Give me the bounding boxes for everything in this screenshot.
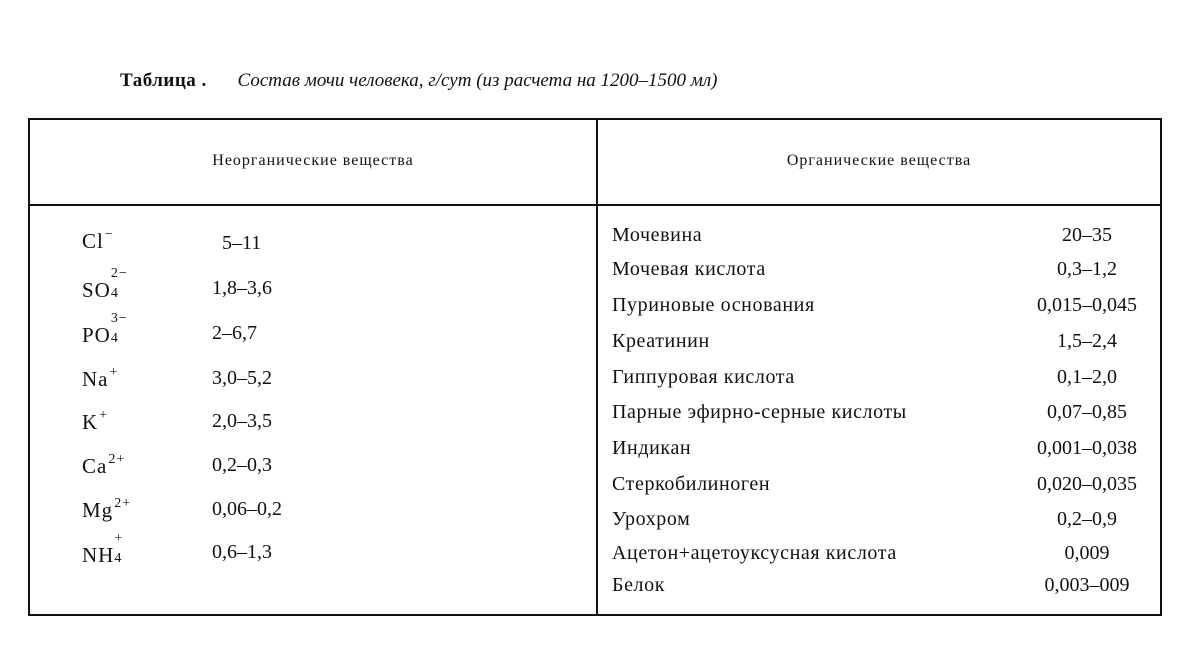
- ion-formula: Cl: [82, 229, 104, 253]
- organic-value: 0,020–0,035: [1037, 473, 1137, 495]
- ion-value: 5–11: [222, 232, 262, 254]
- ion-charge: −: [104, 227, 114, 242]
- ion-charge: +: [114, 531, 124, 546]
- organic-value: 0,009: [1064, 542, 1110, 564]
- organic-value: 0,015–0,045: [1037, 294, 1137, 316]
- ion-value: 0,6–1,3: [212, 541, 272, 563]
- organic-value: 0,07–0,85: [1047, 401, 1127, 423]
- organic-value: 0,1–2,0: [1057, 366, 1117, 388]
- table-frame: [28, 118, 1162, 616]
- ion-row: [82, 229, 114, 254]
- organic-value: 0,003–009: [1044, 574, 1130, 596]
- ion-charge: +: [99, 408, 109, 423]
- ion-subscript: 4: [110, 286, 119, 301]
- ion-value: 0,06–0,2: [212, 498, 282, 520]
- ion-formula: K: [82, 410, 99, 434]
- organic-name: Пуриновые основания: [612, 294, 815, 316]
- ion-subscript: 4: [110, 331, 119, 346]
- ion-formula: Na: [82, 367, 109, 391]
- ion-row: [82, 367, 118, 392]
- ion-formula: Mg: [82, 498, 114, 522]
- organic-name: Белок: [612, 574, 666, 596]
- organic-name: Гиппуровая кислота: [612, 366, 795, 388]
- ion-value: 2,0–3,5: [212, 410, 272, 432]
- organic-value: 0,001–0,038: [1037, 437, 1137, 459]
- organic-name: Мочевая кислота: [612, 258, 766, 280]
- ion-formula: SO: [82, 278, 111, 302]
- ion-formula: PO: [82, 323, 111, 347]
- organic-name: Креатинин: [612, 330, 710, 352]
- header-organic: Органические вещества: [786, 152, 972, 169]
- ion-formula: Ca: [82, 454, 108, 478]
- header-divider: [28, 204, 1162, 206]
- ion-row: [82, 410, 108, 435]
- ion-charge: 3−: [110, 311, 128, 326]
- ion-charge: 2+: [108, 452, 126, 467]
- caption-label: Таблица .: [120, 70, 207, 91]
- ion-formula: NH: [82, 543, 115, 567]
- organic-value: 20–35: [1062, 224, 1112, 246]
- organic-value: 0,2–0,9: [1057, 508, 1117, 530]
- ion-charge: 2+: [114, 496, 132, 511]
- ion-row: [82, 498, 131, 523]
- ion-charge: +: [109, 365, 119, 380]
- table-caption: [120, 70, 718, 92]
- organic-name: Мочевина: [612, 224, 703, 246]
- organic-name: Индикан: [612, 437, 692, 459]
- ion-row: [82, 311, 133, 348]
- ion-row: [82, 454, 125, 479]
- organic-name: Ацетон+ацетоуксусная кислота: [612, 542, 897, 564]
- organic-name: Урохром: [612, 508, 691, 530]
- column-divider: [596, 118, 598, 616]
- ion-value: 1,8–3,6: [212, 277, 272, 299]
- ion-value: 2–6,7: [212, 322, 257, 344]
- ion-subscript: 4: [114, 551, 123, 566]
- ion-row: [82, 531, 136, 568]
- organic-value: 1,5–2,4: [1057, 330, 1117, 352]
- ion-value: 3,0–5,2: [212, 367, 272, 389]
- organic-name: Стеркобилиноген: [612, 473, 771, 495]
- ion-charge: 2−: [110, 266, 128, 281]
- organic-name: Парные эфирно-серные кислоты: [612, 401, 907, 423]
- header-inorganic: Неорганические вещества: [212, 152, 414, 169]
- ion-row: [82, 266, 133, 303]
- ion-value: 0,2–0,3: [212, 454, 272, 476]
- caption-title: Состав мочи человека, г/сут (из расчета на 1200–1500 мл): [237, 70, 718, 91]
- organic-value: 0,3–1,2: [1057, 258, 1117, 280]
